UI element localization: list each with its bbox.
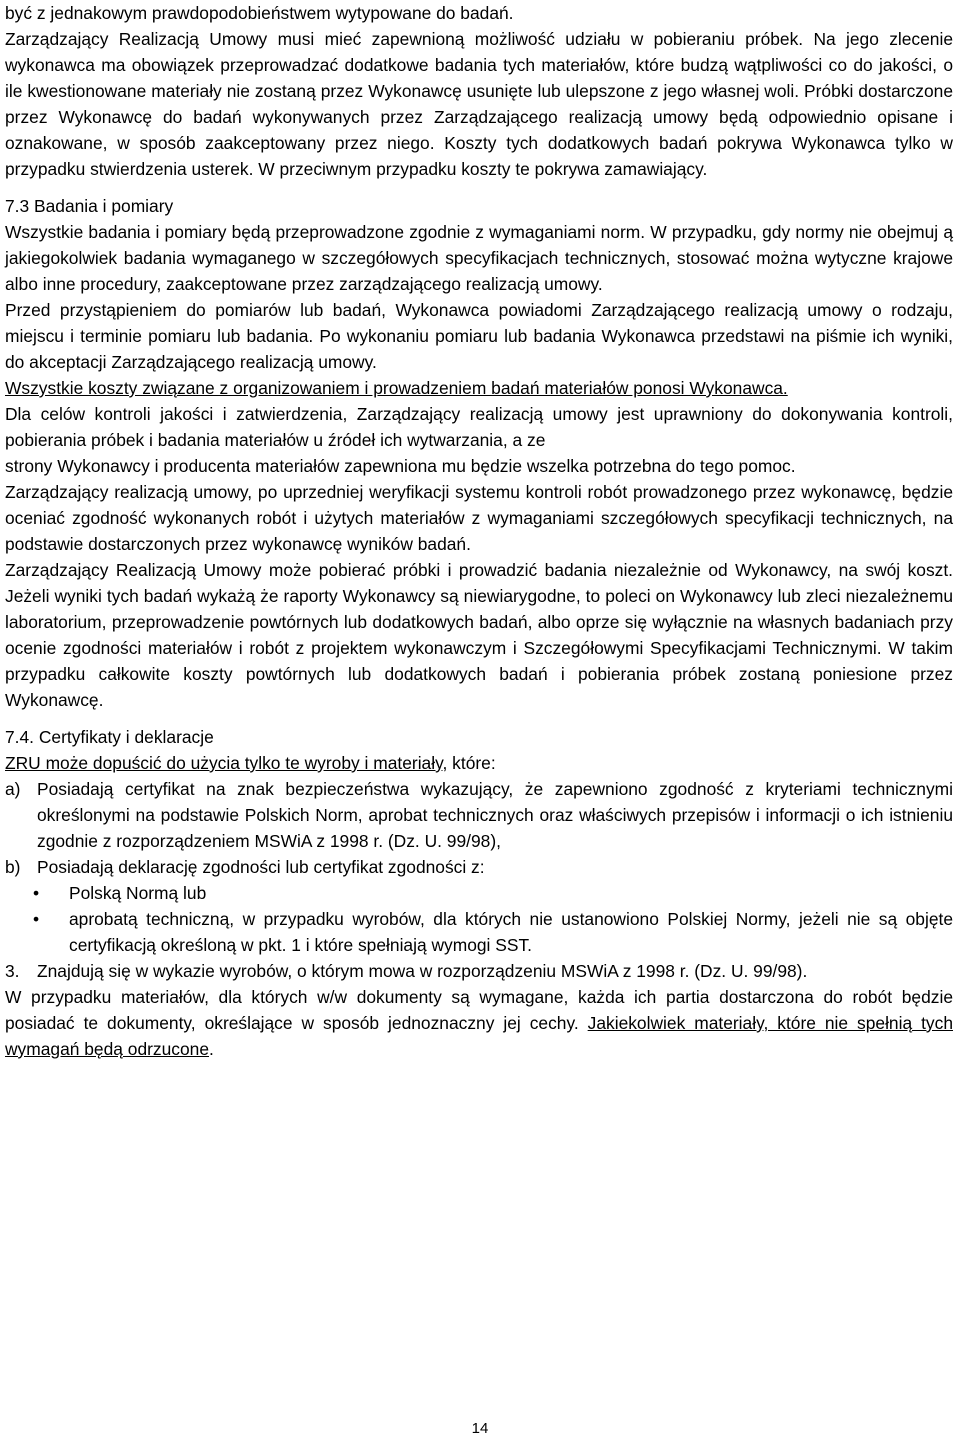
bullet-item-2 xyxy=(5,906,953,958)
section-7-4-intro-rest: , które: xyxy=(442,753,496,773)
section-7-4-closing xyxy=(5,984,953,1062)
list-item-a xyxy=(5,776,953,854)
bullet-item-1-text: Polską Normą lub xyxy=(69,883,207,903)
bullet-icon: • xyxy=(33,909,40,929)
section-7-4-heading: 7.4. Certyfikaty i deklaracje xyxy=(5,727,214,747)
document-page xyxy=(5,0,953,1062)
list-marker-b: b) xyxy=(5,857,21,877)
section-7-4-intro xyxy=(5,750,953,776)
list-marker-3: 3. xyxy=(5,961,20,981)
section-7-3-paragraph-6: Zarządzający realizacją umowy, po uprzedniej weryfikacji systemu kontroli robót prowadzonego przez wykonawcę, będzie oceniać zgodność wykonanych robót i użytych materiałów z wymaganiami szczegółowych specyfikacji technicznych, na podstawie dostarczonych przez wykonawcę wyników badań. xyxy=(5,482,953,554)
list-marker-a: a) xyxy=(5,779,21,799)
list-item-3 xyxy=(5,958,953,984)
bullet-icon: • xyxy=(33,883,40,903)
intro-paragraph-1: być z jednakowym prawdopodobieństwem wytypowane do badań. xyxy=(5,3,514,23)
section-7-3-paragraph-5: strony Wykonawcy i producenta materiałów zapewniona mu będzie wszelka potrzebna do tego pomoc. xyxy=(5,456,796,476)
intro-paragraph-2: Zarządzający Realizacją Umowy musi mieć zapewnioną możliwość udziału w pobieraniu próbek. Na jego zlecenie wykonawca ma obowiązek przeprowadzać dodatkowe badania tych materiałów, które budzą wątpliwości co do jakości, o ile kwestionowane materiały nie zostaną przez Wykonawcę usunięte lub ulepszone z jego własnej woli. Próbki dostarczone przez Wykonawcę do badań wykonywanych przez Zarządzającego realizacją umowy będą odpowiednio opisane i oznakowane, w sposób zaakceptowany przez niego. Koszty tych dodatkowych badań pokrywa Wykonawca tylko w przypadku stwierdzenia usterek. W przeciwnym przypadku koszty te pokrywa zamawiający. xyxy=(5,29,953,179)
section-7-3-paragraph-4: Dla celów kontroli jakości i zatwierdzenia, Zarządzający realizacją umowy jest uprawniony do dokonywania kontroli, pobierania próbek i badania materiałów u źródeł ich wytwarzania, a ze xyxy=(5,404,953,450)
section-7-3-paragraph-1: Wszystkie badania i pomiary będą przeprowadzone zgodnie z wymaganiami norm. W przypadku, gdy normy nie obejmuj ą jakiegokolwiek badania wymaganego w szczegółowych specyfikacjach technicznych, stosować można wytyczne krajowe albo inne procedury, zaakceptowane przez zarządzającego realizacją umowy. xyxy=(5,222,953,294)
section-7-3-paragraph-2: Przed przystąpieniem do pomiarów lub badań, Wykonawca powiadomi Zarządzającego realizacją umowy o rodzaju, miejscu i terminie pomiaru lub badania. Po wykonaniu pomiaru lub badania Wykonawca przedstawi na piśmie ich wyniki, do akceptacji Zarządzającego realizacją umowy. xyxy=(5,300,953,372)
section-7-3-heading: 7.3 Badania i pomiary xyxy=(5,196,174,216)
bullet-item-1 xyxy=(5,880,953,906)
page-number: 14 xyxy=(471,1420,489,1437)
closing-underlined: Jakiekolwiek materiały, które nie spełnią tych wymagań będą odrzucone xyxy=(5,1013,953,1059)
closing-end: . xyxy=(209,1039,214,1059)
list-item-a-text: Posiadają certyfikat na znak bezpieczeństwa wykazujący, że zapewniono zgodność z kryteriami technicznymi określonymi na podstawie Polskich Norm, aprobat technicznych oraz właściwych przepisów i informacji o ich istnieniu zgodnie z rozporządzeniem MSWiA z 1998 r. (Dz. U. 99/98), xyxy=(37,779,953,851)
list-item-b xyxy=(5,854,953,880)
section-7-3-paragraph-7: Zarządzający Realizacją Umowy może pobierać próbki i prowadzić badania niezależnie od Wykonawcy, na swój koszt. Jeżeli wyniki tych badań wykażą że raporty Wykonawcy są niewiarygodne, to poleci on Wykonawcy lub zleci niezależnemu laboratorium, przeprowadzenie powtórnych lub dodatkowych badań, albo oprze się wyłącznie na własnych badaniach przy ocenie zgodności materiałów i robót z projektem wykonawczym i Szczegółowymi Specyfikacjami Technicznymi. W takim przypadku całkowite koszty powtórnych lub dodatkowych badań i pobierania próbek zostaną poniesione przez Wykonawcę. xyxy=(5,560,953,710)
list-item-b-text: Posiadają deklarację zgodności lub certyfikat zgodności z: xyxy=(37,857,485,877)
closing-text: W przypadku materiałów, dla których w/w dokumenty są wymagane, każda ich partia dostarczona do robót będzie posiadać te dokumenty, określające w sposób jednoznaczny jej cechy. xyxy=(5,987,953,1033)
section-7-3-paragraph-3: Wszystkie koszty związane z organizowaniem i prowadzeniem badań materiałów ponosi Wykonawca. xyxy=(5,378,788,398)
list-item-3-text: Znajdują się w wykazie wyrobów, o którym mowa w rozporządzeniu MSWiA z 1998 r. (Dz. U. 99/98). xyxy=(37,961,808,981)
section-7-4-intro-underlined: ZRU może dopuścić do użycia tylko te wyroby i materiały xyxy=(5,753,443,773)
bullet-item-2-text: aprobatą techniczną, w przypadku wyrobów, dla których nie ustanowiono Polskiej Normy, jeżeli nie są objęte certyfikacją określoną w pkt. 1 i które spełniają wymogi SST. xyxy=(69,909,953,955)
